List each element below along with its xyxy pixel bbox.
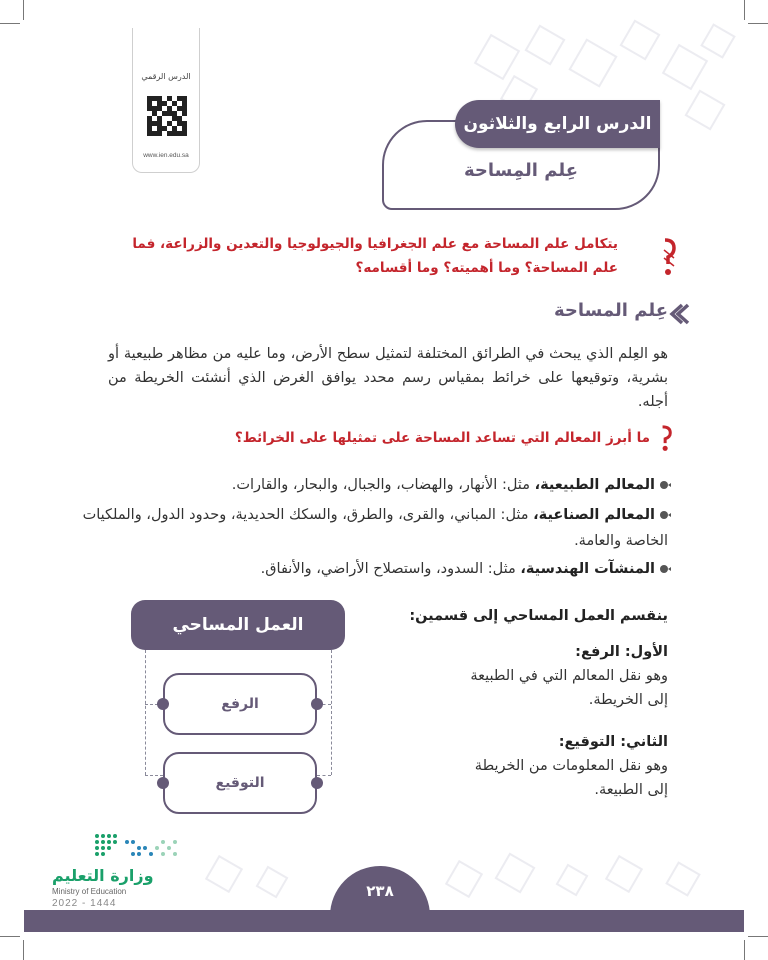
question-mark-icon [662, 236, 676, 278]
connector-dot [311, 698, 323, 710]
diagram-node-staking: التوقيع [163, 752, 317, 814]
crop-mark [744, 940, 745, 960]
diagram-node-surveying: الرفع [163, 673, 317, 735]
bullet-natural-features: المعالم الطبيعية، مثل: الأنهار، والهضاب، والجبال، والبحار، والقارات. [68, 472, 668, 498]
second-division-line1: وهو نقل المعلومات من الخريطة [474, 758, 668, 774]
question-mark-icon [660, 424, 672, 452]
second-division-title: الثاني: التوقيع: [558, 734, 668, 750]
qr-code-icon[interactable] [147, 96, 187, 136]
ministry-logo-icon [92, 832, 182, 862]
diagram-title: العمل المساحي [131, 600, 345, 650]
features-question: ما أبرز المعالم التي تساعد المساحة على تمثيلها على الخرائط؟ [234, 430, 650, 446]
connector-dot [157, 698, 169, 710]
bullet-icon [660, 511, 668, 519]
connector-dot [157, 777, 169, 789]
lesson-number-banner: الدرس الرابع والثلاثون [455, 100, 660, 148]
page-number: ٢٣٨ [330, 866, 430, 932]
bullet-icon [660, 481, 668, 489]
double-chevron-icon [668, 303, 690, 325]
crop-mark [744, 0, 745, 20]
digital-lesson-label: الدرس الرقمي [141, 72, 191, 81]
crop-mark [0, 23, 20, 24]
edition-year: 2022 - 1444 [52, 898, 117, 909]
bullet-engineering-structures: المنشآت الهندسية، مثل: السدود، واستصلاح الأراضي، والأنفاق. [68, 556, 668, 582]
definition-paragraph: هو العِلم الذي يبحث في الطرائق المختلفة لتمثيل سطح الأرض، وما عليه من مظاهر طبيعية أو بشرية، وتوقيعها على خرائط بمقياس رسم محدد يوافق الغرض الذي أنشئت الخريطة من أجله. [108, 346, 668, 410]
digital-lesson-tab[interactable] [132, 28, 200, 173]
section-heading: عِلم المساحة [554, 300, 668, 321]
crop-mark [0, 936, 20, 937]
crop-mark [23, 0, 24, 20]
first-division-title: الأول: الرفع: [575, 644, 668, 660]
bullet-icon [660, 565, 668, 573]
lesson-title: عِلم المِساحة [464, 160, 578, 181]
first-division-line2: إلى الخريطة. [588, 692, 668, 708]
crop-mark [748, 23, 768, 24]
connector-dot [311, 777, 323, 789]
ministry-name-arabic: وزارة التعليم [52, 866, 154, 885]
second-division-line2: إلى الطبيعة. [594, 782, 668, 798]
bullet-man-made-features: المعالم الصناعية، مثل: المباني، والقرى، والطرق، والسكك الحديدية، وحدود الدول، والملكيات الخاصة والعامة. [82, 507, 668, 549]
first-division-line1: وهو نقل المعالم التي في الطبيعة [470, 668, 668, 684]
ministry-name-english: Ministry of Education [52, 887, 127, 896]
intro-question: يتكامل علم المساحة مع علم الجغرافيا والجيولوجيا والتعدين والزراعة، فما علم المساحة؟ وما أهميته؟ وما أقسامه؟ [132, 236, 618, 276]
division-intro: ينقسم العمل المساحي إلى قسمين: [409, 608, 668, 624]
digital-lesson-url: www.ien.edu.sa [143, 152, 189, 159]
crop-mark [748, 936, 768, 937]
crop-mark [23, 940, 24, 960]
